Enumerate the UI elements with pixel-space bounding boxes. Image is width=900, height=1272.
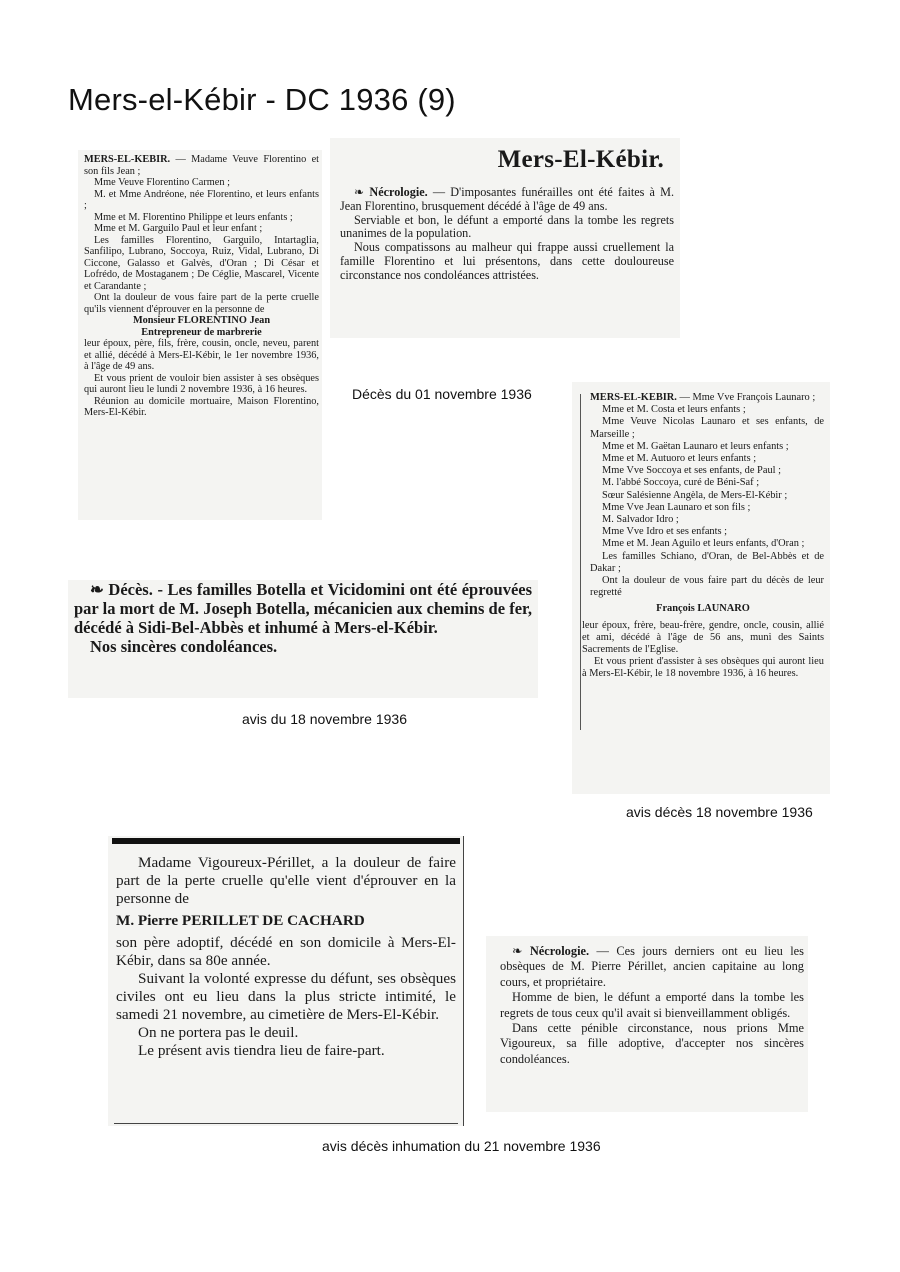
clip-line: Réunion au domicile mortuaire, Maison Florentino, Mers-El-Kébir.: [84, 395, 319, 418]
clip-paragraph: Homme de bien, le défunt a emporté dans la tombe les regrets de tous ceux qu'il avait si bienveillamment obligés.: [500, 990, 804, 1020]
clip-line: Mme et M. Gaëtan Launaro et leurs enfants ;: [602, 440, 789, 452]
deceased-name: M. Pierre PERILLET DE CACHARD: [116, 912, 365, 929]
clip-line: Les familles Schiano, d'Oran, de Bel-Abbès et de Dakar ;: [590, 550, 824, 574]
clipping-botella-deces: [68, 580, 538, 698]
clip-paragraph: Serviable et bon, le défunt a emporté dans la tombe les regrets unanimes de la population.: [340, 212, 674, 241]
clip-line: M. Salvador Idro ;: [602, 514, 679, 526]
page-title: Mers-el-Kébir - DC 1936 (9): [68, 82, 456, 117]
clip-text: - Les familles Botella et Vicidomini ont été éprouvées par la mort de M. Joseph Botella, mécanicien aux chemins de fer, décédé à Sidi-Bel-Abbès et inhumé à Mers-el-Kébir.: [74, 580, 533, 637]
clip-line: Mme et M. Autuoro et leurs enfants ;: [602, 453, 757, 465]
clipping-launaro-faire-part: [572, 382, 830, 794]
clip-line: M. l'abbé Soccoya, curé de Béni-Saf ;: [602, 477, 760, 489]
clip-line: Mme Vve Soccoya et ses enfants, de Paul ;: [602, 465, 782, 477]
clip-line: leur époux, père, fils, frère, cousin, oncle, neveu, parent et allié, décédé à Mers-El-Kébir, le 1er novembre 1936, à l'âge de 49 ans.: [84, 338, 319, 372]
deceased-name: Monsieur FLORENTINO Jean: [132, 315, 271, 326]
clip-heading: MERS-EL-KEBIR.: [590, 392, 677, 403]
column-rule: [580, 394, 581, 730]
clip-line: Les familles Florentino, Garguilo, Intartaglia, Sanfilipo, Lubrano, Soccoya, Ruiz, Vidal, Lubrano, Di Ciccone, Galasso et Galvès, d'Oran ; Di César et Lofrédo, de Mostaganem ; De Céglie, Mascarel, Vicente et Carandante ;: [84, 234, 319, 292]
clipping-perillet-faire-part: [108, 836, 464, 1126]
clip-line: Ont la douleur de vous faire part de la perte cruelle qu'ils viennent d'éprouver en la personne de: [84, 292, 319, 315]
clip-lead: Nécrologie.: [369, 185, 428, 199]
deceased-name: François LAUNARO: [656, 603, 750, 615]
clip-paragraph: Le présent avis tiendra lieu de faire-part.: [138, 1042, 385, 1059]
clip-line: Et vous prient de vouloir bien assister à ses obsèques qui auront lieu le lundi 2 novembre 1936, à 16 heures.: [84, 372, 319, 395]
deceased-profession: Entrepreneur de marbrerie: [141, 326, 262, 338]
clip-line: Mme Veuve Nicolas Launaro et ses enfants, de Marseille ;: [590, 416, 824, 440]
bottom-rule: [114, 1123, 458, 1124]
column-rule: [463, 836, 464, 1126]
clip-line: — Mme Vve François Launaro ;: [679, 392, 816, 403]
clip-line: Mme Vve Idro et ses enfants ;: [602, 526, 728, 538]
clip-line: Mme Vve Jean Launaro et son fils ;: [602, 501, 751, 513]
clip-paragraph: son père adoptif, décédé en son domicile à Mers-El-Kébir, dans sa 80e année.: [116, 934, 456, 969]
clip-lead: Décès.: [108, 580, 153, 599]
clip-paragraph: [590, 392, 824, 404]
caption-avis-deces-18-novembre: avis décès 18 novembre 1936: [626, 804, 813, 820]
clipping-florentino-faire-part: [78, 150, 322, 520]
clipping-florentino-necrologie: [330, 138, 680, 338]
clip-text: — D'imposantes funérailles ont été faites à M. Jean Florentino, brusquement décédé à l'âge de 49 ans.: [340, 185, 675, 213]
clip-paragraph: Nos sincères condoléances.: [90, 637, 278, 656]
clip-paragraph: Dans cette pénible circonstance, nous prions Mme Vigoureux, sa fille adoptive, d'accepter nos sincères condoléances.: [500, 1021, 804, 1066]
top-rule: [112, 838, 460, 844]
clip-paragraph: ❧ Nécrologie. — D'imposantes funérailles ont été faites à M. Jean Florentino, brusquement décédé à l'âge de 49 ans.: [340, 185, 675, 213]
clip-paragraph: On ne portera pas le deuil.: [138, 1024, 299, 1041]
clip-lead: Nécrologie.: [529, 944, 590, 958]
clipping-perillet-necrologie: [486, 936, 808, 1112]
clip-line: Mme et M. Costa et leurs enfants ;: [602, 404, 746, 416]
clip-paragraph: Madame Vigoureux-Périllet, a la douleur de faire part de la perte cruelle qu'elle vient d'éprouver en la personne de: [116, 854, 456, 907]
clip-line: Mme et M. Florentino Philippe et leurs enfants ;: [94, 211, 293, 223]
clip-line: Et vous prient d'assister à ses obsèques qui auront lieu à Mers-El-Kébir, le 18 novembre 1936, à 16 heures.: [582, 656, 824, 680]
clip-paragraph: ❧ Nécrologie. — Ces jours derniers ont eu lieu les obsèques de M. Pierre Périllet, ancien capitaine au long cours, et propriétaire.: [500, 944, 804, 989]
clip-line: leur époux, frère, beau-frère, gendre, oncle, cousin, allié et ami, décédé à l'âge de 56 ans, muni des Saints Sacrements de l'Eglise.: [582, 619, 824, 656]
clip-line: — Madame Veuve Florentino et son fils Jean ;: [84, 154, 319, 177]
clip-line: Ont la douleur de vous faire part du décès de leur regretté: [590, 575, 824, 599]
clip-title: Mers-El-Kébir.: [497, 146, 664, 173]
clip-heading: MERS-EL-KEBIR.: [84, 154, 171, 165]
clip-line: Sœur Salésienne Angèla, de Mers-El-Kébir ;: [602, 489, 788, 501]
clip-paragraph: Suivant la volonté expresse du défunt, ses obsèques civiles ont eu lieu dans la plus stricte intimité, le samedi 21 novembre, au cimetière de Mers-El-Kébir.: [116, 970, 456, 1023]
caption-inhumation-21-novembre: avis décès inhumation du 21 novembre 1936: [322, 1138, 601, 1154]
clip-line: M. et Mme Andréone, née Florentino, et leurs enfants ;: [84, 188, 319, 211]
clip-line: Mme et M. Garguilo Paul et leur enfant ;: [94, 223, 263, 234]
clip-paragraph: ❧ Décès. - Les familles Botella et Vicidomini ont été éprouvées par la mort de M. Joseph Botella, mécanicien aux chemins de fer, décédé à Sidi-Bel-Abbès et inhumé à Mers-el-Kébir.: [74, 580, 533, 637]
clip-paragraph: [84, 154, 319, 177]
clip-paragraph: Nous compatissons au malheur qui frappe aussi cruellement la famille Florentino et lui présentons, dans cette douloureuse circonstance nos condoléances attristées.: [340, 240, 674, 282]
clip-line: Mme Veuve Florentino Carmen ;: [94, 177, 230, 188]
caption-avis-18-novembre: avis du 18 novembre 1936: [242, 711, 407, 727]
clip-line: Mme et M. Jean Aguilo et leurs enfants, d'Oran ;: [602, 538, 805, 550]
caption-deces-01-novembre: Décès du 01 novembre 1936: [352, 386, 532, 402]
clip-text: — Ces jours derniers ont eu lieu les obsèques de M. Pierre Périllet, ancien capitaine au long cours, et propriétaire.: [500, 944, 804, 989]
